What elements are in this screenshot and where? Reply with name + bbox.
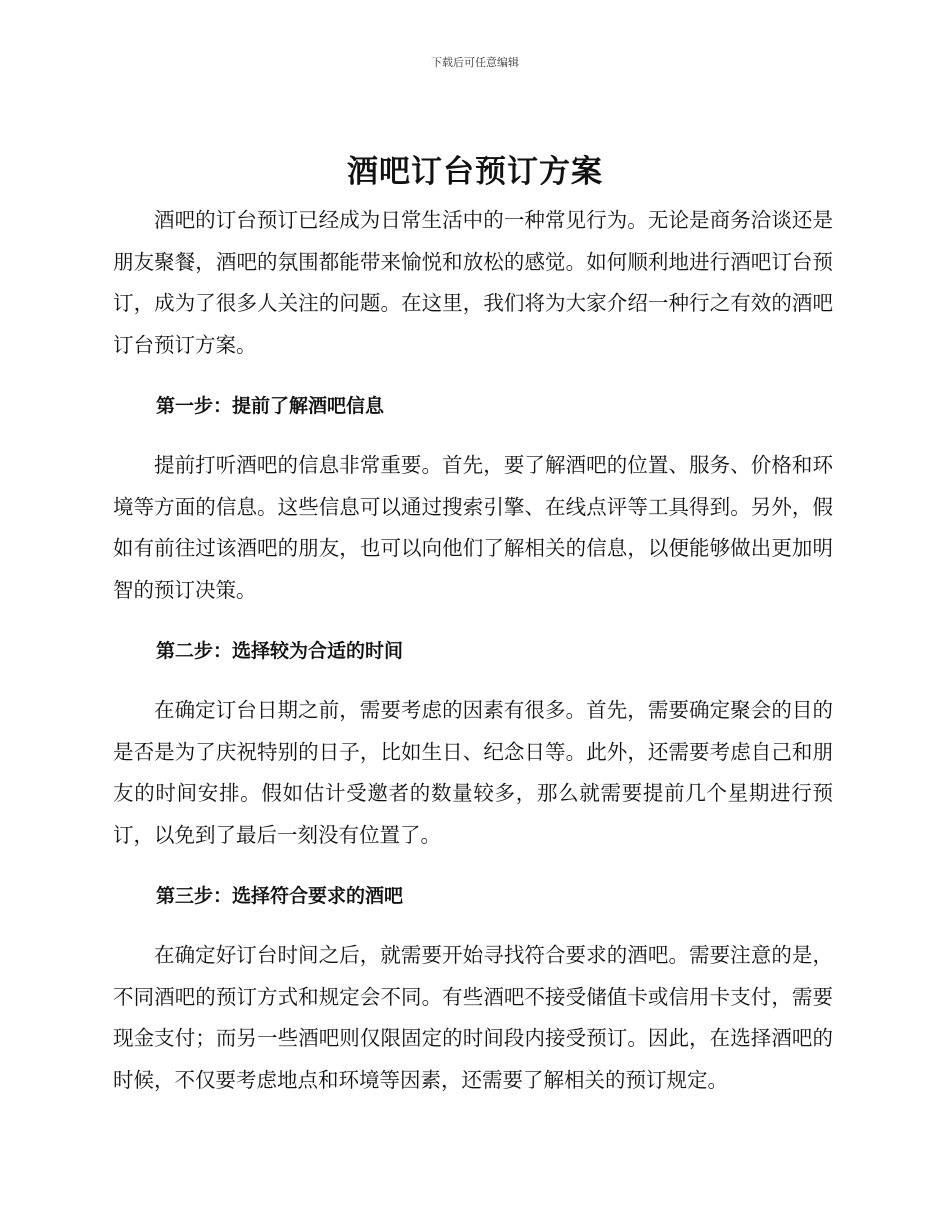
header-note: 下载后可任意编辑 (431, 56, 519, 69)
step-1-paragraph: 提前打听酒吧的信息非常重要。首先，要了解酒吧的位置、服务、价格和环境等方面的信息。这些信息可以通过搜索引擎、在线点评等工具得到。另外，假如有前往过该酒吧的朋友，也可以向他们了解相关的信息，以便能够做出更加明智的预订决策。 (113, 453, 833, 602)
intro-paragraph: 酒吧的订台预订已经成为日常生活中的一种常见行为。无论是商务洽谈还是朋友聚餐，酒吧的氛围都能带来愉悦和放松的感觉。如何顺利地进行酒吧订台预订，成为了很多人关注的问题。在这里，我们将为大家介绍一种行之有效的酒吧订台预订方案。 (113, 208, 833, 357)
step-2-paragraph: 在确定订台日期之前，需要考虑的因素有很多。首先，需要确定聚会的目的是否是为了庆祝特别的日子，比如生日、纪念日等。此外，还需要考虑自己和朋友的时间安排。假如估计受邀者的数量较多，那么就需要提前几个星期进行预订，以免到了最后一刻没有位置了。 (113, 698, 833, 847)
step-3-heading: 第三步：选择符合要求的酒吧 (156, 885, 404, 907)
step-2-heading: 第二步：选择较为合适的时间 (156, 640, 404, 662)
step-3-paragraph: 在确定好订台时间之后，就需要开始寻找符合要求的酒吧。需要注意的是，不同酒吧的预订方式和规定会不同。有些酒吧不接受储值卡或信用卡支付，需要现金支付；而另一些酒吧则仅限固定的时间段内接受预订。因此，在选择酒吧的时候，不仅要考虑地点和环境等因素，还需要了解相关的预订规定。 (113, 943, 833, 1092)
step-1-heading: 第一步：提前了解酒吧信息 (156, 395, 385, 417)
document-title: 酒吧订台预订方案 (347, 154, 603, 190)
document-body (113, 200, 833, 1101)
